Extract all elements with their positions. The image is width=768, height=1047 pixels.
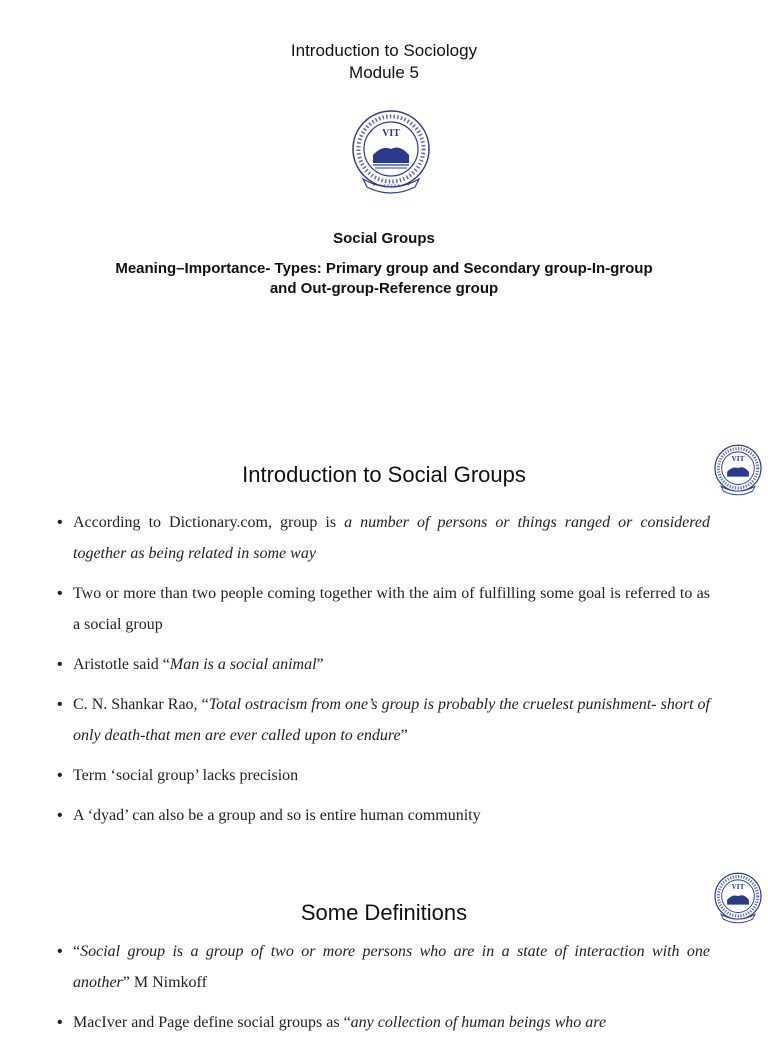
module-title: Module 5 [349, 63, 419, 82]
list-item: • C. N. Shankar Rao, “Total ostracism from one’s group is probably the cruelest punishment- short of only death-that men are ever called upon to endure” [56, 689, 710, 751]
list-item: • Term ‘social group’ lacks precision [56, 760, 710, 791]
title-slide [0, 0, 768, 420]
list-item: • MacIver and Page define social groups as “any collection of human beings who are [56, 1007, 710, 1038]
intro-slide [0, 420, 768, 868]
list-item: • A ‘dyad’ can also be a group and so is entire human community [56, 800, 710, 831]
list-item: • “Social group is a group of two or more persons who are in a state of interaction with one another” M Nimkoff [56, 936, 710, 998]
title-block [0, 40, 768, 84]
course-title: Introduction to Sociology [290, 41, 478, 60]
list-item: • Aristotle said “Man is a social animal” [56, 649, 710, 680]
slide-heading: Some Definitions [300, 900, 468, 925]
bullet-list [56, 936, 710, 1047]
list-item: • Two or more than two people coming together with the aim of fulfilling some goal is referred to as a social group [56, 578, 710, 640]
list-item: • According to Dictionary.com, group is a number of persons or things ranged or considered together as being related in some way [56, 507, 710, 569]
vit-logo-icon [349, 109, 433, 195]
topic-description: Meaning–Importance- Types: Primary group and Secondary group-In-group and Out-group-Reference group [115, 260, 653, 297]
slide-subtitle: Social Groups [333, 230, 435, 247]
logo-text: VIT [731, 454, 745, 463]
slide-heading: Introduction to Social Groups [242, 462, 526, 487]
logo-text: VIT [382, 128, 400, 139]
logo-text: VIT [731, 882, 745, 891]
definitions-slide [0, 868, 768, 1031]
bullet-list [56, 507, 710, 840]
